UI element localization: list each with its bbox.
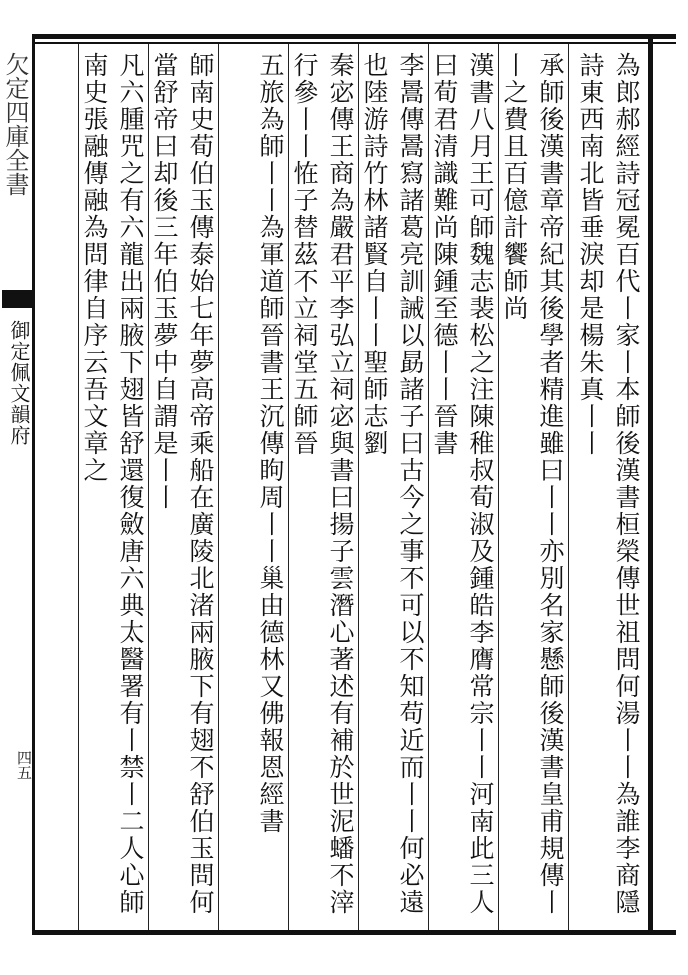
frame-right-border [648, 34, 653, 935]
text-column-4: 李暠傳暠寫諸葛亮訓誡以勗諸子曰古今之事不可以不知苟近而丨丨何必遠也陸游詩竹林諸賢自丨丨聖師志劉 [360, 52, 425, 916]
text-column-8: 凡六腫咒之有六龍出兩腋下翅皆舒還復斂唐六典太醫署有丨禁丨二人心師南史張融傳融為問律自序云吾文章之 [80, 52, 145, 916]
frame-top-border [32, 34, 676, 39]
margin-tab-mark [2, 290, 32, 308]
text-column-1: 為郎郝經詩冠冕百代丨家丨本師後漢書桓榮傳世祖問何湯丨丨為誰李商隱詩東西南北皆垂淚却是楊朱真丨丨 [576, 52, 641, 916]
margin-edge-text: 欠定四庫全書 [1, 52, 29, 196]
text-column-3: 漢書八月王可師魏志裴松之注陳稚叔荀淑及鍾皓李膺常宗丨丨河南此三人曰荀君清識難尚陳鍾至德丨丨晉書 [430, 52, 495, 916]
text-column-7: 師南史荀伯玉傳泰始七年夢高帝乘船在廣陵北渚兩腋下有翅不舒伯玉問何當舒帝曰却後三年伯玉夢中自謂是丨丨 [150, 52, 215, 916]
frame-bottom-border [32, 930, 676, 935]
page-number: 四五 [15, 750, 33, 780]
text-column-2: 承師後漢書章帝紀其後學者精進雖曰丨丨亦別名家懸師後漢書皇甫規傳丨丨之費且百億計饗師尚 [500, 52, 565, 916]
text-column-5: 秦宓傳王商為嚴君平李弘立祠宓與書曰揚子雲潛心著述有補於世泥蟠不滓行參丨丨恠子替茲不立祠堂五師晉 [290, 52, 355, 916]
text-column-6: 五旅為師丨丨為軍道師晉書王沉傳眗周丨丨巢由德林又佛報恩經書 [256, 52, 285, 835]
book-title: 御定佩文韻府 [7, 320, 31, 446]
column-rule [218, 44, 219, 930]
frame-top-inner-border [32, 42, 676, 44]
column-rule [568, 44, 569, 930]
